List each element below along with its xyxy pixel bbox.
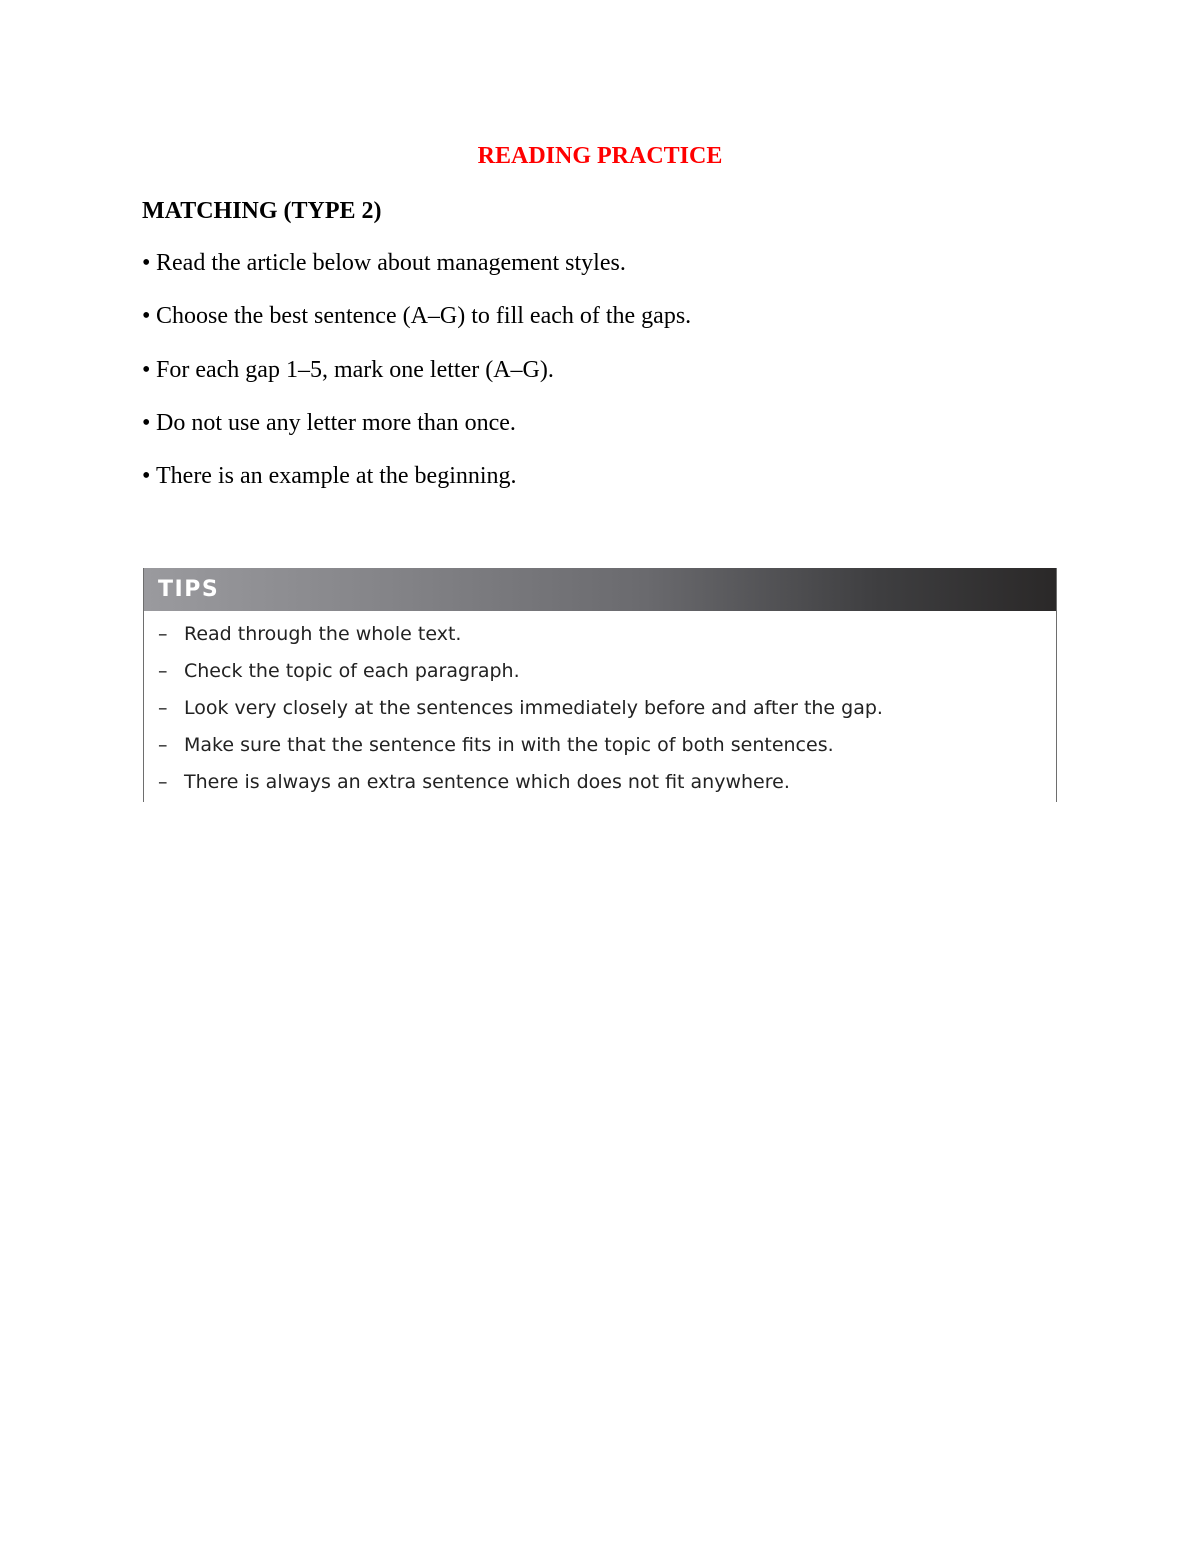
instruction-text: Read the article below about management styles. xyxy=(156,250,626,276)
tip-item xyxy=(158,692,883,729)
tip-item xyxy=(158,655,883,692)
bullet-icon: • xyxy=(142,250,151,276)
tip-text: There is always an extra sentence which does not fit anywhere. xyxy=(184,771,790,793)
tip-text: Check the topic of each paragraph. xyxy=(184,660,520,682)
instruction-text: There is an example at the beginning. xyxy=(156,463,517,490)
instruction-item xyxy=(142,354,691,407)
tip-item xyxy=(158,618,883,655)
tip-text: Read through the whole text. xyxy=(184,623,462,645)
dash-icon: – xyxy=(158,771,168,793)
bullet-icon: • xyxy=(142,356,151,383)
instruction-item xyxy=(142,247,691,300)
dash-icon: – xyxy=(158,734,168,756)
instruction-item xyxy=(142,300,691,353)
tips-box xyxy=(143,568,1057,802)
dash-icon: – xyxy=(158,623,168,645)
tip-item xyxy=(158,729,883,766)
section-heading: MATCHING (TYPE 2) xyxy=(142,198,382,224)
instruction-text: Choose the best sentence (A–G) to fill each of the gaps. xyxy=(156,303,692,330)
tip-item xyxy=(158,766,883,803)
tips-header-label: TIPS xyxy=(158,577,220,602)
tips-list xyxy=(158,618,883,803)
instruction-item xyxy=(142,407,691,460)
tips-header xyxy=(144,568,1056,611)
instruction-item xyxy=(142,460,691,513)
instructions-list xyxy=(142,247,691,513)
tip-text: Make sure that the sentence fits in with the topic of both sentences. xyxy=(184,734,834,756)
page-title: READING PRACTICE xyxy=(477,143,723,169)
dash-icon: – xyxy=(158,660,168,682)
instruction-text: Do not use any letter more than once. xyxy=(156,409,516,436)
bullet-icon: • xyxy=(142,303,151,330)
bullet-icon: • xyxy=(142,409,151,436)
dash-icon: – xyxy=(158,697,168,719)
bullet-icon: • xyxy=(142,463,151,490)
instruction-text: For each gap 1–5, mark one letter (A–G). xyxy=(156,356,554,383)
tip-text: Look very closely at the sentences immediately before and after the gap. xyxy=(184,697,883,719)
